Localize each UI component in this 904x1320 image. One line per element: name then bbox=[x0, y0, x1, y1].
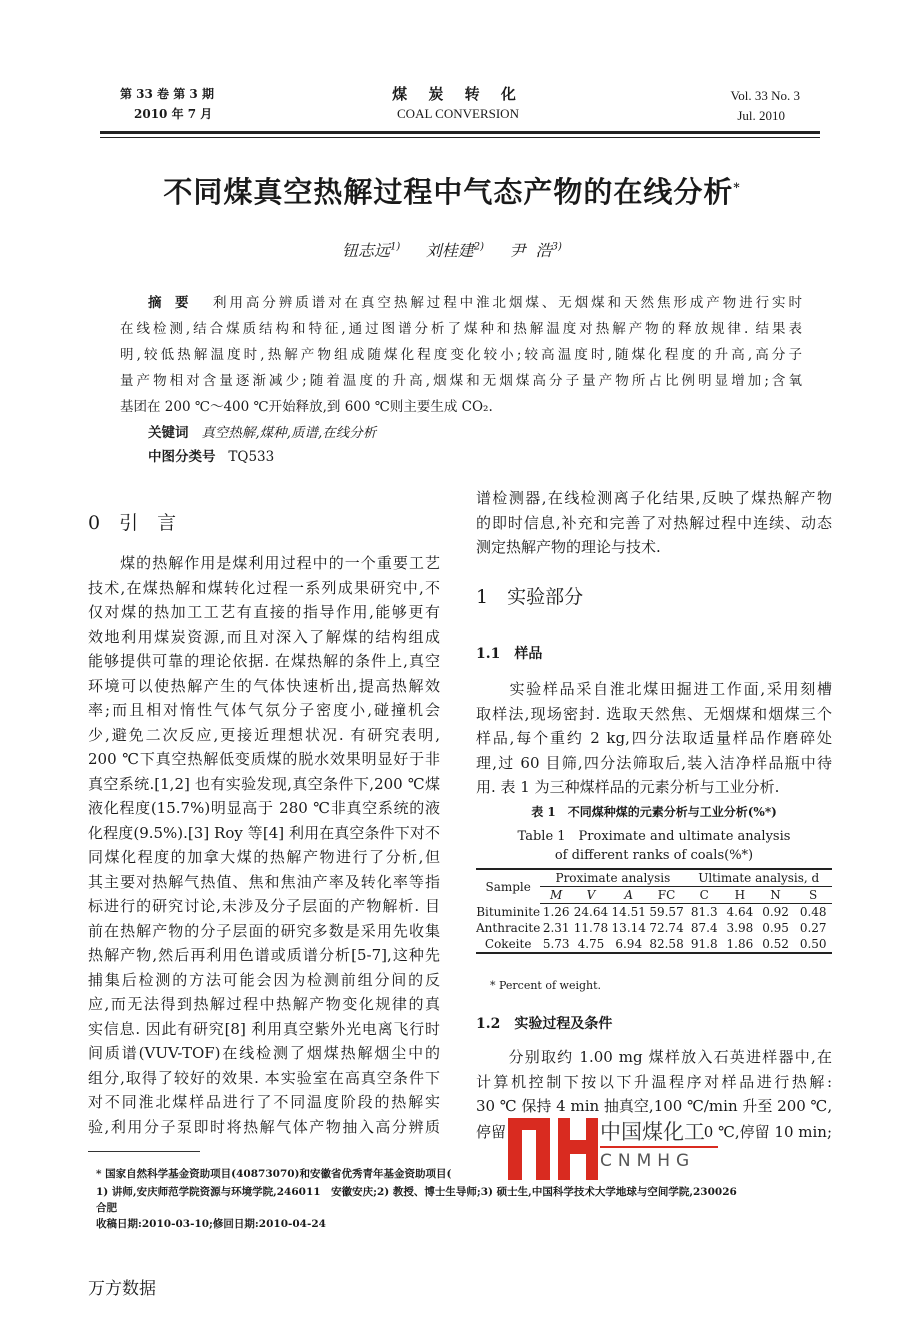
watermark-logo bbox=[508, 1118, 768, 1180]
text-line: 液化程度(15.7%)明显高于 280 ℃非真空系统的液 bbox=[88, 799, 440, 817]
table-cell: 91.8 bbox=[690, 937, 718, 951]
text-line: 实信息. 因此有研究[8] 利用真空紫外光电离飞行时 bbox=[88, 1019, 440, 1038]
sample-name: Anthracite bbox=[476, 921, 541, 935]
author-name: 刘桂建 bbox=[425, 241, 474, 260]
abstract bbox=[120, 290, 802, 470]
source-mark: 万方数据 bbox=[88, 1279, 156, 1299]
author bbox=[426, 241, 484, 260]
volume-issue-en: Vol. 33 No. 3 bbox=[730, 88, 800, 103]
funding-footnote: * 国家自然科学基金资助项目(40873070)和安徽省优秀青年基金资助项目( bbox=[96, 1168, 452, 1180]
text-line: 率;而且相对惰性气体气氛分子密度小,碰撞机会 bbox=[88, 701, 440, 719]
keywords bbox=[120, 420, 802, 446]
proximate-group-header: Proximate analysis bbox=[540, 869, 685, 887]
table-1 bbox=[476, 868, 832, 954]
journal-name-en: COAL CONVERSION bbox=[397, 106, 519, 121]
table-cell: 0.27 bbox=[799, 921, 827, 935]
table-cell: 2.31 bbox=[542, 921, 570, 935]
keywords-label: 关键词 bbox=[148, 425, 189, 441]
table-cell: 4.75 bbox=[577, 937, 605, 951]
clc-label: 中图分类号 bbox=[148, 449, 216, 465]
text-line: 同煤化程度的加拿大煤的热解产物进行了分析,但 bbox=[88, 848, 440, 866]
title-text: 不同煤真空热解过程中气态产物的在线分析 bbox=[163, 175, 734, 209]
text-line: 组分,取得了较好的效果. 本实验室在高真空条件下 bbox=[88, 1068, 440, 1087]
table-cell: 72.74 bbox=[649, 921, 684, 935]
text-line: 前在热解产物的分子层面的研究多数是采用先收集 bbox=[88, 921, 440, 940]
text-line: 实验样品采自淮北煤田掘进工作面,采用刻槽 bbox=[476, 680, 832, 698]
table-cell: 0.95 bbox=[762, 921, 789, 935]
procedure-paragraph bbox=[476, 1045, 832, 1119]
col-header: S bbox=[794, 887, 832, 904]
intro-paragraph-continued bbox=[476, 486, 832, 560]
header-rule-thick bbox=[100, 131, 820, 134]
table-cell: 1.86 bbox=[726, 937, 754, 951]
text-line: 30 ℃ 保持 4 min 抽真空,100 ℃/min 升至 200 ℃, bbox=[476, 1097, 833, 1116]
text-line: 理,过 60 目筛,四分法筛取后,装入洁净样品瓶中待 bbox=[476, 753, 832, 772]
table-cell: 5.73 bbox=[542, 937, 570, 951]
author-affil: 3) bbox=[551, 241, 562, 253]
text-line: 煤的热解作用是煤利用过程中的一个重要工艺 bbox=[88, 554, 440, 572]
text-line: 真空系统.[1,2] 也有实验发现,真空条件下,200 ℃煤 bbox=[88, 774, 440, 793]
sample-header: Sample bbox=[485, 879, 531, 894]
journal-name-cn: 煤 炭 转 化 bbox=[392, 85, 524, 103]
text-line: 计算机控制下按以下升温程序对样品进行热解: bbox=[476, 1072, 832, 1091]
author-name: 尹 浩 bbox=[509, 241, 552, 260]
col-header: A bbox=[610, 887, 648, 904]
table-cell: 1.26 bbox=[542, 905, 570, 919]
classification bbox=[120, 444, 802, 470]
issue-date-en: Jul. 2010 bbox=[737, 108, 785, 123]
sample-name: Bituminite bbox=[476, 904, 541, 919]
watermark-en: CNMHG bbox=[600, 1151, 696, 1171]
author-affil: 1) bbox=[390, 241, 401, 253]
author-list bbox=[0, 238, 904, 261]
abstract-first-line bbox=[120, 290, 802, 316]
table-cell: 0.92 bbox=[762, 905, 789, 919]
text-line: 应,而无法得到热解过程中热解产物变化规律的真 bbox=[88, 995, 440, 1013]
abstract-body bbox=[120, 316, 802, 420]
text-line: 在线检测,结合煤质结构和特征,通过图谱分析了煤种和热解温度对热解产物的释放规律. 结果表 bbox=[120, 321, 802, 337]
samples-paragraph bbox=[476, 677, 832, 800]
text-line: 环境可以使热解产生的气体快速析出,提高热解效 bbox=[88, 676, 440, 695]
text-line: 技术,在煤热解和煤转化过程一系列成果研究中,不 bbox=[88, 578, 440, 597]
table-cell: 24.64 bbox=[573, 905, 609, 919]
section-1-1-heading: 1.1 样品 bbox=[476, 646, 543, 662]
author bbox=[509, 241, 561, 260]
table-caption-en-1: Table 1 Proximate and ultimate analysis bbox=[517, 829, 791, 844]
issue-date-cn: 2010 年 7 月 bbox=[134, 107, 213, 121]
text-line: 效地利用煤炭资源,而且对深入了解煤的结构组成 bbox=[88, 627, 440, 646]
col-header: FC bbox=[648, 887, 686, 904]
text-line: 分别取约 1.00 mg 煤样放入石英进样器中,在 bbox=[476, 1048, 832, 1066]
text-line: 其主要对热解气热值、焦和焦油产率及转化率等指 bbox=[88, 872, 440, 891]
table-row bbox=[476, 920, 832, 936]
text-line: 取样法,现场密封. 选取天然焦、无烟煤和烟煤三个 bbox=[476, 704, 832, 723]
text-line: 捕集后检测的方法可能会因为检测前组分间的反 bbox=[88, 970, 440, 989]
text-line: 热解产物,然后再利用色谱或质谱分析[5-7],这种先 bbox=[88, 946, 440, 964]
table-row bbox=[476, 936, 832, 953]
table-cell: 14.51 bbox=[611, 905, 646, 919]
text-line: 验,利用分子泵即时将热解气体产物抽入高分辨质 bbox=[88, 1117, 440, 1136]
text-line: 标进行的研究讨论,未涉及分子层面的产物解析. 目 bbox=[88, 897, 440, 915]
author-name: 钮志远 bbox=[342, 241, 391, 260]
affiliation-footnote-cont: 合肥 bbox=[96, 1202, 117, 1214]
text-line: 间质谱(VUV-TOF)在线检测了烟煤热解烟尘中的 bbox=[88, 1044, 440, 1062]
text-line: 测定热解产物的理论与技术. bbox=[476, 538, 661, 557]
ultimate-group-header: Ultimate analysis, d bbox=[685, 869, 832, 887]
table-cell: 0.48 bbox=[799, 905, 827, 919]
received-dates: 收稿日期:2010-03-10;修回日期:2010-04-24 bbox=[96, 1218, 326, 1230]
text-line: 对不同淮北煤样品进行了不同温度阶段的热解实 bbox=[88, 1093, 440, 1111]
text-line: 明,较低热解温度时,热解产物组成随煤化程度变化较小;较高温度时,随煤化程度的升高,高分子 bbox=[120, 347, 802, 363]
table-caption-en-2: of different ranks of coals(%*) bbox=[554, 848, 754, 863]
table-header-row bbox=[476, 869, 832, 887]
table-cell: 13.14 bbox=[611, 921, 646, 935]
text-line: 少,避免二次反应,更接近理想状况. 有研究表明, bbox=[88, 725, 440, 744]
table-note: * Percent of weight. bbox=[490, 979, 602, 992]
abstract-label: 摘 要 bbox=[148, 295, 189, 311]
sample-name: Cokeite bbox=[484, 937, 532, 951]
table-cell: 0.52 bbox=[762, 937, 789, 951]
table-row bbox=[476, 904, 832, 921]
table-cell: 0.50 bbox=[799, 937, 827, 951]
footnote-rule bbox=[88, 1151, 200, 1152]
author bbox=[342, 241, 400, 260]
text-line: 能够提供可靠的理论依据. 在煤热解的条件上,真空 bbox=[88, 652, 440, 670]
title-footnote-mark: * bbox=[733, 180, 741, 195]
col-header: N bbox=[757, 887, 795, 904]
table-cell: 11.78 bbox=[573, 921, 609, 935]
keywords-value: 真空热解,煤种,质谱,在线分析 bbox=[201, 425, 377, 441]
table-cell: 82.58 bbox=[649, 937, 684, 951]
text-line: 用. 表 1 为三种煤样品的元素分析与工业分析. bbox=[476, 778, 780, 797]
table-cell: 3.98 bbox=[726, 921, 754, 935]
table-cell: 87.4 bbox=[690, 921, 718, 935]
col-header: H bbox=[723, 887, 757, 904]
text-line: 利用高分辨质谱对在真空热解过程中淮北烟煤、无烟煤和天然焦形成产物进行实时 bbox=[213, 295, 802, 311]
table-cell: 81.3 bbox=[690, 905, 718, 919]
volume-issue: 第 33 卷 第 3 期 bbox=[120, 87, 214, 101]
article-title bbox=[0, 170, 904, 211]
watermark-cn: 中国煤化工 bbox=[600, 1120, 705, 1144]
mh-logo-icon bbox=[508, 1118, 598, 1180]
table-body bbox=[476, 904, 832, 954]
section-0-heading: 0 引 言 bbox=[88, 512, 177, 534]
header-rule-thin bbox=[100, 137, 820, 138]
procedure-partial-start: 停留 bbox=[476, 1123, 507, 1141]
table-caption-cn: 表 1 不同煤种煤的元素分析与工业分析(%*) bbox=[531, 805, 777, 819]
col-header: C bbox=[685, 887, 723, 904]
clc-value: TQ533 bbox=[228, 449, 275, 465]
text-line: 200 ℃下真空热解低变质煤的脱水效果明显好于非 bbox=[88, 750, 440, 768]
author-affil: 2) bbox=[473, 241, 485, 253]
text-line: 化程度(9.5%).[3] Roy 等[4] 利用在真空条件下对不 bbox=[88, 823, 440, 842]
text-line: 谱检测器,在线检测离子化结果,反映了煤热解产物 bbox=[476, 489, 832, 507]
affiliation-footnote: 1) 讲师,安庆师范学院资源与环境学院,246011 安徽安庆;2) 教授、博士生导师;3) 硕士生,中国科学技术大学地球与空间学院,230026 bbox=[96, 1186, 737, 1198]
table-cell: 59.57 bbox=[649, 905, 684, 919]
abstract-line-0 bbox=[213, 290, 802, 316]
text-line: 量产物相对含量逐渐减少;随着温度的升高,烟煤和无烟煤高分子量产物所占比例明显增加;含氧 bbox=[120, 373, 802, 389]
text-line: 的即时信息,补充和完善了对热解过程中连续、动态 bbox=[476, 513, 832, 532]
col-header: V bbox=[572, 887, 610, 904]
section-1-2-heading: 1.2 实验过程及条件 bbox=[476, 1016, 613, 1032]
watermark-divider bbox=[600, 1146, 718, 1148]
section-1-heading: 1 实验部分 bbox=[476, 586, 584, 608]
intro-paragraph bbox=[88, 551, 440, 1139]
col-header: M bbox=[540, 887, 572, 904]
text-line: 仅对煤的热加工工艺有直接的指导作用,能够更有 bbox=[88, 603, 440, 621]
text-line: 样品,每个重约 2 kg,四分法取适量样品作磨碎处 bbox=[476, 729, 832, 748]
text-line: 基团在 200 ℃～400 ℃开始释放,到 600 ℃则主要生成 CO₂. bbox=[120, 399, 493, 415]
table-cell: 6.94 bbox=[615, 937, 643, 951]
procedure-partial-end: 0 ℃,停留 10 min; bbox=[703, 1123, 832, 1141]
table-cell: 4.64 bbox=[726, 905, 754, 919]
